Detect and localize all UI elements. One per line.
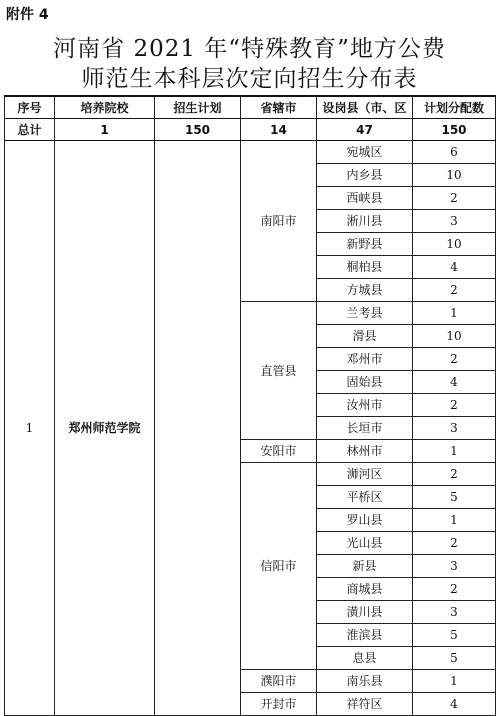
allocation-count: 3 bbox=[413, 210, 496, 233]
allocation-count: 3 bbox=[413, 555, 496, 578]
city-name: 直管县 bbox=[241, 302, 317, 440]
header-county: 设岗县（市、区 bbox=[317, 96, 413, 119]
county-name: 内乡县 bbox=[317, 164, 413, 187]
plan-cell bbox=[155, 141, 241, 716]
county-name: 邓州市 bbox=[317, 348, 413, 371]
total-label: 总计 bbox=[5, 119, 55, 141]
header-plan: 招生计划 bbox=[155, 96, 241, 119]
city-name: 濮阳市 bbox=[241, 670, 317, 693]
county-name: 新野县 bbox=[317, 233, 413, 256]
allocation-count: 4 bbox=[413, 693, 496, 716]
distribution-table bbox=[4, 95, 496, 716]
table-row bbox=[5, 141, 496, 164]
header-allocation: 计划分配数 bbox=[413, 96, 496, 119]
county-name: 桐柏县 bbox=[317, 256, 413, 279]
allocation-count: 2 bbox=[413, 348, 496, 371]
county-name: 西峡县 bbox=[317, 187, 413, 210]
county-name: 南乐县 bbox=[317, 670, 413, 693]
county-name: 滑县 bbox=[317, 325, 413, 348]
allocation-count: 5 bbox=[413, 647, 496, 670]
total-plan: 150 bbox=[155, 119, 241, 141]
school-name: 郑州师范学院 bbox=[55, 141, 155, 716]
allocation-count: 1 bbox=[413, 440, 496, 463]
city-name: 开封市 bbox=[241, 693, 317, 716]
total-schools: 1 bbox=[55, 119, 155, 141]
header-city: 省辖市 bbox=[241, 96, 317, 119]
attachment-label: 附件 4 bbox=[6, 7, 49, 23]
county-name: 新县 bbox=[317, 555, 413, 578]
county-name: 潢川县 bbox=[317, 601, 413, 624]
allocation-count: 1 bbox=[413, 302, 496, 325]
county-name: 光山县 bbox=[317, 532, 413, 555]
county-name: 长垣市 bbox=[317, 417, 413, 440]
page-title-line-2: 师范生本科层次定向招生分布表 bbox=[81, 66, 418, 92]
county-name: 方城县 bbox=[317, 279, 413, 302]
allocation-count: 10 bbox=[413, 325, 496, 348]
allocation-count: 1 bbox=[413, 509, 496, 532]
county-name: 商城县 bbox=[317, 578, 413, 601]
allocation-count: 10 bbox=[413, 233, 496, 256]
county-name: 浉河区 bbox=[317, 463, 413, 486]
total-cities: 14 bbox=[241, 119, 317, 141]
county-name: 兰考县 bbox=[317, 302, 413, 325]
city-name: 安阳市 bbox=[241, 440, 317, 463]
allocation-count: 2 bbox=[413, 463, 496, 486]
county-name: 淅川县 bbox=[317, 210, 413, 233]
county-name: 汝州市 bbox=[317, 394, 413, 417]
allocation-count: 1 bbox=[413, 670, 496, 693]
allocation-count: 2 bbox=[413, 394, 496, 417]
allocation-count: 4 bbox=[413, 371, 496, 394]
county-name: 淮滨县 bbox=[317, 624, 413, 647]
county-name: 息县 bbox=[317, 647, 413, 670]
county-name: 固始县 bbox=[317, 371, 413, 394]
allocation-count: 3 bbox=[413, 601, 496, 624]
table-header-row bbox=[5, 96, 496, 119]
page-title-line-1: 河南省 2021 年“特殊教育”地方公费 bbox=[53, 36, 446, 62]
allocation-count: 2 bbox=[413, 578, 496, 601]
allocation-count: 10 bbox=[413, 164, 496, 187]
allocation-count: 5 bbox=[413, 624, 496, 647]
allocation-count: 2 bbox=[413, 532, 496, 555]
city-name: 南阳市 bbox=[241, 141, 317, 302]
city-name: 信阳市 bbox=[241, 463, 317, 670]
allocation-count: 3 bbox=[413, 417, 496, 440]
allocation-count: 2 bbox=[413, 187, 496, 210]
header-school: 培养院校 bbox=[55, 96, 155, 119]
county-name: 宛城区 bbox=[317, 141, 413, 164]
total-counties: 47 bbox=[317, 119, 413, 141]
allocation-count: 6 bbox=[413, 141, 496, 164]
total-allocation: 150 bbox=[413, 119, 496, 141]
total-row bbox=[5, 119, 496, 141]
county-name: 祥符区 bbox=[317, 693, 413, 716]
row-index: 1 bbox=[5, 141, 55, 716]
allocation-count: 4 bbox=[413, 256, 496, 279]
header-index: 序号 bbox=[5, 96, 55, 119]
allocation-count: 5 bbox=[413, 486, 496, 509]
county-name: 平桥区 bbox=[317, 486, 413, 509]
county-name: 罗山县 bbox=[317, 509, 413, 532]
county-name: 林州市 bbox=[317, 440, 413, 463]
allocation-count: 2 bbox=[413, 279, 496, 302]
